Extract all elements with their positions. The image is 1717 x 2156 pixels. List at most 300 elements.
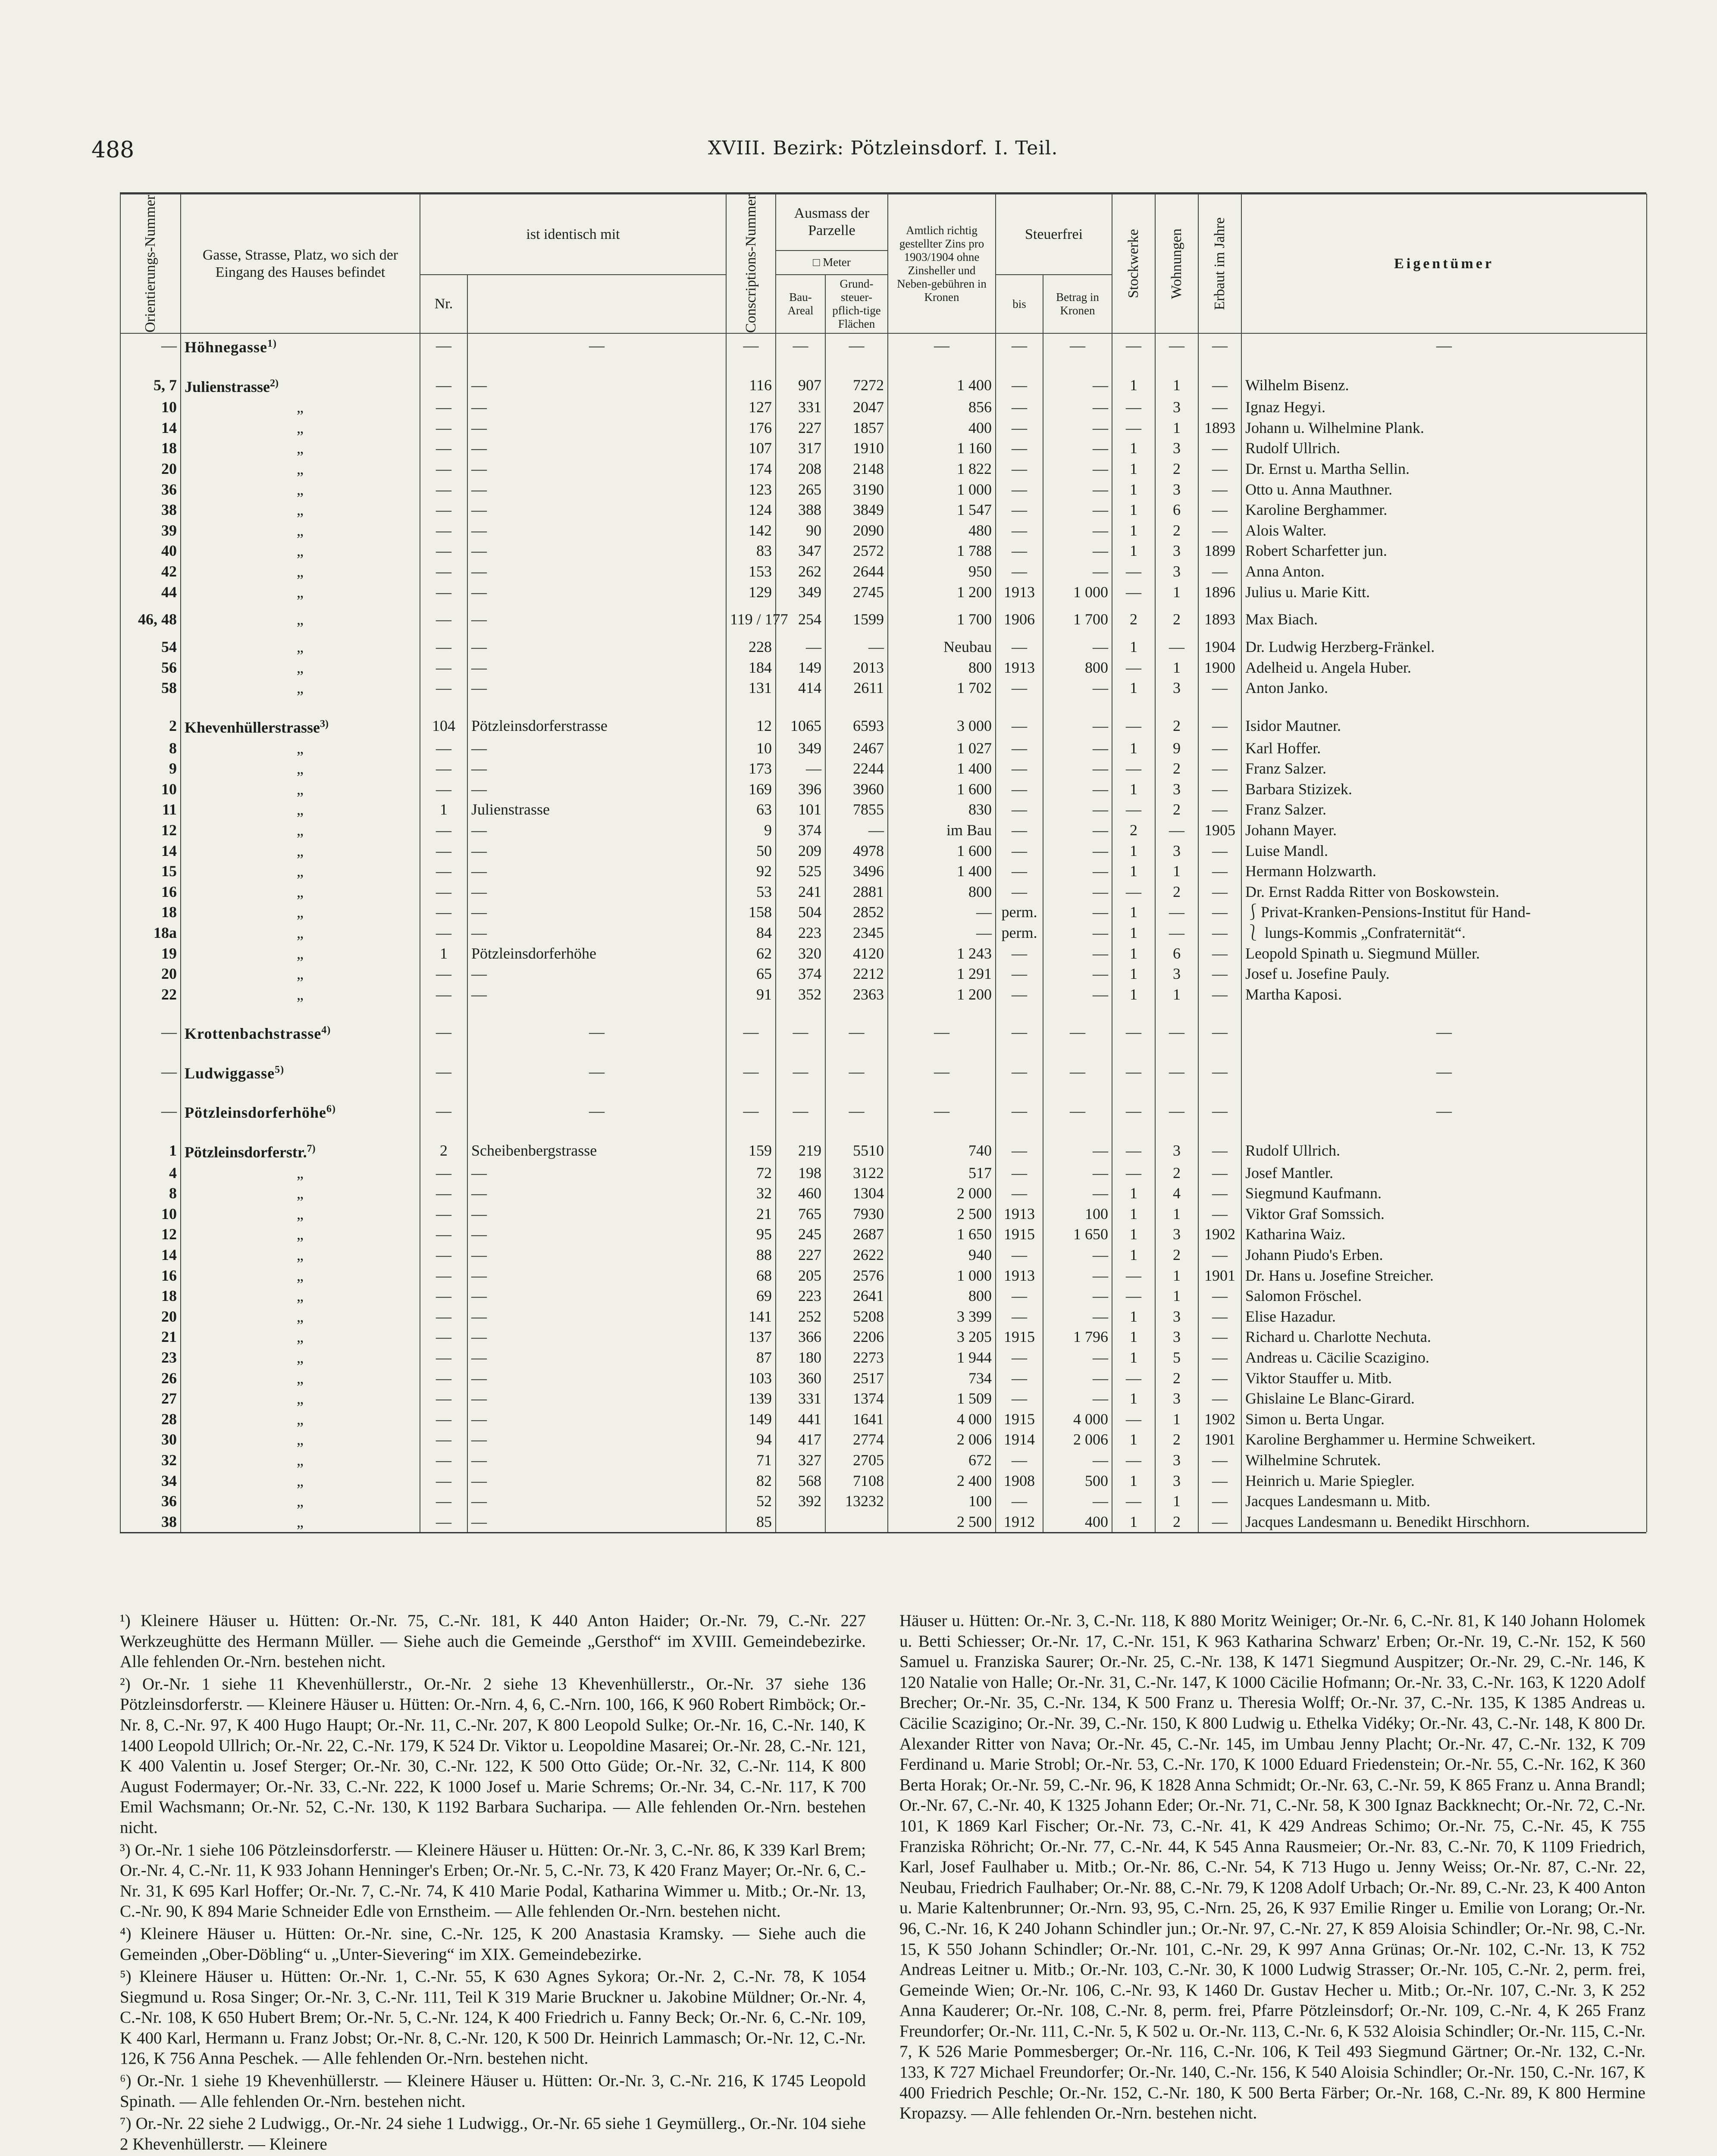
table-row (120, 418, 1647, 439)
cell-z: Neubau (888, 637, 996, 658)
cell-st: 1 (1112, 943, 1155, 964)
cell-st: 1 (1112, 438, 1155, 459)
street-name: „ (297, 1472, 304, 1489)
cell-z: 1 243 (888, 943, 996, 964)
footnote-ref: 5) (275, 1064, 285, 1075)
cell-or: 5, 7 (120, 373, 181, 398)
cell-or: 1 (120, 1139, 181, 1163)
street-name: „ (297, 679, 304, 697)
cell-g: — (825, 1020, 888, 1044)
cell-z: 734 (888, 1368, 996, 1389)
cell-wo: — (1155, 902, 1198, 923)
cell-z: 1 600 (888, 779, 996, 800)
cell-inr: — (420, 779, 467, 800)
cell-z: 1 400 (888, 861, 996, 882)
cell-is: Pötzleinsdorferhöhe (467, 943, 726, 964)
cell-inr: — (420, 1020, 467, 1044)
cell-is: — (467, 520, 726, 541)
cell-bis: — (996, 459, 1043, 479)
cell-b: 219 (776, 1139, 825, 1163)
cell-g: 2345 (825, 923, 888, 943)
cell-c: 129 (726, 582, 776, 603)
cell-bet: — (1043, 758, 1112, 779)
cell-c: 153 (726, 561, 776, 582)
cell-b: 347 (776, 541, 825, 561)
cell-b: 209 (776, 841, 825, 862)
cell-er: 1902 (1198, 1409, 1241, 1430)
cell-er: — (1198, 1020, 1241, 1044)
cell-or: 54 (120, 637, 181, 658)
cell-bis: — (996, 758, 1043, 779)
cell-inr: — (420, 418, 467, 439)
cell-er: 1899 (1198, 541, 1241, 561)
cell-er: — (1198, 964, 1241, 984)
cell-or: 22 (120, 984, 181, 1005)
cell-inr: — (420, 1491, 467, 1512)
footnote-ref: 4) (321, 1025, 331, 1036)
table-row (120, 1450, 1647, 1471)
table-row (120, 923, 1647, 943)
cell-bis: 1908 (996, 1471, 1043, 1492)
cell-c: 65 (726, 964, 776, 984)
cell-b: 907 (776, 373, 825, 398)
cell-own: Josef u. Josefine Pauly. (1241, 964, 1647, 984)
cell-bis: — (996, 1388, 1043, 1409)
cell-c: 124 (726, 500, 776, 520)
cell-g: 2517 (825, 1368, 888, 1389)
cell-bet: — (1043, 1099, 1112, 1123)
cell-own: Johann Piudo's Erben. (1241, 1245, 1647, 1266)
cell-inr: — (420, 1348, 467, 1368)
cell-inr: — (420, 500, 467, 520)
cell-er: — (1198, 1060, 1241, 1084)
cell-bet: — (1043, 333, 1112, 358)
cell-c: 12 (726, 714, 776, 738)
header-orient: Orientierungs-Nummer (120, 194, 181, 333)
cell-is: — (467, 658, 726, 678)
cell-z: 2 006 (888, 1429, 996, 1450)
street-name: „ (297, 1328, 304, 1346)
cell-c: 88 (726, 1245, 776, 1266)
cell-is: — (467, 1020, 726, 1044)
cell-inr: — (420, 1286, 467, 1307)
cell-st: 1 (1112, 1245, 1155, 1266)
cell-wo: 6 (1155, 943, 1198, 964)
cell-c: 92 (726, 861, 776, 882)
cell-z: 400 (888, 418, 996, 439)
cell-or: — (120, 333, 181, 358)
cell-st: 1 (1112, 479, 1155, 500)
cell-or: 39 (120, 520, 181, 541)
cell-c: 50 (726, 841, 776, 862)
cell-c: 32 (726, 1183, 776, 1204)
cell-is: — (467, 1471, 726, 1492)
footnote: ²) Or.-Nr. 1 siehe 11 Khevenhüllerstr., Or.-Nr. 2 siehe 13 Khevenhüllerstr., Or.-Nr. 37 siehe 136 Pötzleinsdorferstr. — Kleinere Häuser u. Hütten: Or.-Nrn. 4, 6, C.-Nrn. 100, 166, K 960 Robert Rimböck; Or.-Nr. 8, C.-Nr. 97, K 400 Hugo Haupt; Or.-Nr. 11, C.-Nr. 207, K 800 Leopold Sulke; Or.-Nr. 16, C.-Nr. 140, K 1400 Leopold Ullrich; Or.-Nr. 22, C.-Nr. 179, K 524 Dr. Viktor u. Leopoldine Masarei; Or.-Nr. 28, C.-Nr. 121, K 400 Valentin u. Josef Sterger; Or.-Nr. 30, C.-Nr. 122, K 500 Otto Güde; Or.-Nr. 32, C.-Nr. 114, K 800 August Fodermayer; Or.-Nr. 33, C.-Nr. 222, K 1000 Josef u. Marie Schrems; Or.-Nr. 34, C.-Nr. 117, K 700 Emil Wachsmann; Or.-Nr. 52, C.-Nr. 130, K 1192 Barbara Sucharipa. — Alle fehlenden Or.-Nrn. bestehen nicht. (120, 1674, 866, 1837)
cell-bis: 1912 (996, 1512, 1043, 1532)
cell-name (181, 1368, 420, 1389)
table-row (120, 1020, 1647, 1044)
cell-name (181, 658, 420, 678)
cell-own: ⎱ lungs-Kommis „Confraternität“. (1241, 923, 1647, 943)
cell-or: 19 (120, 943, 181, 964)
cell-wo: 3 (1155, 841, 1198, 862)
cell-or: 18 (120, 902, 181, 923)
cell-bis: — (996, 678, 1043, 699)
cell-bis: — (996, 820, 1043, 841)
street-name: „ (297, 1492, 304, 1510)
footnote: ⁵) Kleinere Häuser u. Hütten: Or.-Nr. 1, C.-Nr. 55, K 630 Agnes Sykora; Or.-Nr. 2, C.-Nr. 78, K 1054 Siegmund u. Rosa Singer; Or.-Nr. 3, C.-Nr. 111, Teil K 319 Marie Bruckner u. Jakobine Müldner; Or.-Nr. 4, C.-Nr. 108, K 650 Hubert Brem; Or.-Nr. 5, C.-Nr. 124, K 400 Friedrich u. Fanny Beck; Or.-Nr. 6, C.-Nr. 109, K 400 Karl, Hermann u. Franz Jobst; Or.-Nr. 8, C.-Nr. 120, K 500 Dr. Heinrich Lammasch; Or.-Nr. 12, C.-Nr. 126, K 756 Anna Peschek. — Alle fehlenden Or.-Nrn. bestehen nicht. (120, 1967, 866, 2068)
cell-inr: — (420, 1450, 467, 1471)
cell-bet: — (1043, 1368, 1112, 1389)
cell-z: — (888, 1060, 996, 1084)
cell-z: 4 000 (888, 1409, 996, 1430)
cell-er: — (1198, 861, 1241, 882)
cell-g: 7930 (825, 1204, 888, 1225)
table-row (120, 1327, 1647, 1348)
cell-is: — (467, 984, 726, 1005)
street-name: „ (297, 398, 304, 416)
header-bis: bis (996, 275, 1043, 333)
cell-or: 14 (120, 841, 181, 862)
cell-st: 1 (1112, 1204, 1155, 1225)
cell-bet: 1 700 (1043, 602, 1112, 637)
cell-is: — (467, 1409, 726, 1430)
cell-z: 950 (888, 561, 996, 582)
cell-st: — (1112, 658, 1155, 678)
cell-own: Simon u. Berta Ungar. (1241, 1409, 1647, 1430)
street-name: „ (297, 1164, 304, 1181)
cell-inr: — (420, 902, 467, 923)
cell-c: 87 (726, 1348, 776, 1368)
cell-own: Josef Mantler. (1241, 1163, 1647, 1184)
footnote-ref: 6) (326, 1103, 336, 1115)
cell-c: 53 (726, 882, 776, 903)
cell-c: 107 (726, 438, 776, 459)
cell-or: 58 (120, 678, 181, 699)
table-row (120, 820, 1647, 841)
cell-z: 800 (888, 882, 996, 903)
cell-inr: — (420, 637, 467, 658)
cell-z: 1 400 (888, 373, 996, 398)
cell-er: — (1198, 1204, 1241, 1225)
cell-er: — (1198, 1139, 1241, 1163)
cell-c: 119 / 177 (726, 602, 776, 637)
page-header (91, 137, 1644, 172)
cell-er: — (1198, 1307, 1241, 1327)
cell-inr: — (420, 1163, 467, 1184)
cell-inr: — (420, 658, 467, 678)
cell-bet: — (1043, 541, 1112, 561)
cell-g: 7855 (825, 799, 888, 820)
street-name: „ (297, 1307, 304, 1325)
footnotes-right-column (899, 1611, 1645, 2125)
cell-own: Leopold Spinath u. Siegmund Müller. (1241, 943, 1647, 964)
cell-st: 1 (1112, 841, 1155, 862)
cell-wo: — (1155, 1020, 1198, 1044)
cell-bet: — (1043, 1266, 1112, 1286)
cell-g: 5510 (825, 1139, 888, 1163)
street-name: „ (297, 862, 304, 880)
cell-is: — (467, 1512, 726, 1532)
cell-z: 672 (888, 1450, 996, 1471)
cell-b: 441 (776, 1409, 825, 1430)
street-name: „ (297, 1410, 304, 1428)
cell-g: 2641 (825, 1286, 888, 1307)
cell-c: 72 (726, 1163, 776, 1184)
table-row (120, 1409, 1647, 1430)
cell-name (181, 1471, 420, 1492)
spacer-row (120, 1123, 1647, 1139)
cell-z: 1 000 (888, 479, 996, 500)
cell-name (181, 799, 420, 820)
cell-z: 2 500 (888, 1204, 996, 1225)
cell-er: 1901 (1198, 1266, 1241, 1286)
cell-g: — (825, 1060, 888, 1084)
cell-er: — (1198, 1163, 1241, 1184)
cell-wo: 3 (1155, 1388, 1198, 1409)
cell-is: Scheibenbergstrasse (467, 1139, 726, 1163)
cell-c: 142 (726, 520, 776, 541)
cell-c: 94 (726, 1429, 776, 1450)
cell-z: 740 (888, 1139, 996, 1163)
cell-z: 1 200 (888, 582, 996, 603)
cell-own: Rudolf Ullrich. (1241, 1139, 1647, 1163)
cell-c: — (726, 1020, 776, 1044)
cell-own: — (1241, 1060, 1647, 1084)
cell-own: Dr. Ludwig Herzberg-Fränkel. (1241, 637, 1647, 658)
cell-er: 1896 (1198, 582, 1241, 603)
cell-or: 38 (120, 1512, 181, 1532)
cell-own: Karl Hoffer. (1241, 738, 1647, 759)
cell-or: 8 (120, 738, 181, 759)
cell-is: — (467, 602, 726, 637)
cell-own: Barbara Stizizek. (1241, 779, 1647, 800)
table-row (120, 1348, 1647, 1368)
cell-or: — (120, 1020, 181, 1044)
cell-z: — (888, 923, 996, 943)
cell-z: 1 200 (888, 984, 996, 1005)
street-name: „ (297, 821, 304, 839)
street-name: „ (297, 419, 304, 436)
cell-wo: 2 (1155, 520, 1198, 541)
cell-c: 63 (726, 799, 776, 820)
cell-or: 27 (120, 1388, 181, 1409)
cell-or: 40 (120, 541, 181, 561)
cell-is: — (467, 1060, 726, 1084)
cell-er: — (1198, 799, 1241, 820)
cell-or: 26 (120, 1368, 181, 1389)
cell-is: Julienstrasse (467, 799, 726, 820)
cell-name (181, 882, 420, 903)
spacer-row (120, 1005, 1647, 1020)
cell-wo: — (1155, 1099, 1198, 1123)
cell-own: Otto u. Anna Mauthner. (1241, 479, 1647, 500)
table-row (120, 438, 1647, 459)
cell-b: — (776, 1020, 825, 1044)
cell-inr: — (420, 1266, 467, 1286)
cell-st: — (1112, 799, 1155, 820)
cell-st: — (1112, 418, 1155, 439)
cell-b: 90 (776, 520, 825, 541)
cell-z: 1 700 (888, 602, 996, 637)
cell-st: 1 (1112, 902, 1155, 923)
cell-c: 69 (726, 1286, 776, 1307)
cell-inr: — (420, 1368, 467, 1389)
cell-bet: — (1043, 964, 1112, 984)
cell-inr: — (420, 561, 467, 582)
cell-own: Jacques Landesmann u. Benedikt Hirschhorn. (1241, 1512, 1647, 1532)
cell-or: 32 (120, 1450, 181, 1471)
cell-or: 28 (120, 1409, 181, 1430)
cell-g: 7272 (825, 373, 888, 398)
header-grund: Grund-steuer-pflich-tige Flächen (825, 275, 888, 333)
cell-er: 1905 (1198, 820, 1241, 841)
cell-name (181, 1450, 420, 1471)
table-row (120, 373, 1647, 398)
table-row (120, 861, 1647, 882)
cell-c: 116 (726, 373, 776, 398)
cell-own: Karoline Berghammer. (1241, 500, 1647, 520)
cell-g: 2705 (825, 1450, 888, 1471)
cell-bet: — (1043, 714, 1112, 738)
cell-inr: — (420, 841, 467, 862)
cell-name (181, 1139, 420, 1163)
cell-c: — (726, 333, 776, 358)
cell-wo: 3 (1155, 1224, 1198, 1245)
cell-or: 14 (120, 418, 181, 439)
cell-bis: — (996, 637, 1043, 658)
cell-er: — (1198, 923, 1241, 943)
cell-bis: — (996, 861, 1043, 882)
cell-name (181, 902, 420, 923)
cell-b: 349 (776, 582, 825, 603)
cell-inr: — (420, 1060, 467, 1084)
cell-name (181, 561, 420, 582)
cell-bis: perm. (996, 902, 1043, 923)
cell-st: 1 (1112, 738, 1155, 759)
cell-st: 1 (1112, 1388, 1155, 1409)
cell-b: — (776, 1099, 825, 1123)
cell-is: — (467, 841, 726, 862)
cell-wo: 2 (1155, 758, 1198, 779)
cell-g: 2774 (825, 1429, 888, 1450)
cell-bet: 400 (1043, 1512, 1112, 1532)
cell-g: 7108 (825, 1471, 888, 1492)
cell-inr: 1 (420, 799, 467, 820)
cell-own: Elise Hazadur. (1241, 1307, 1647, 1327)
cell-inr: — (420, 861, 467, 882)
street-name: „ (297, 924, 304, 941)
cell-wo: 4 (1155, 1183, 1198, 1204)
cell-own: Ignaz Hegyi. (1241, 397, 1647, 418)
cell-st: — (1112, 1450, 1155, 1471)
cell-is: — (467, 1450, 726, 1471)
header-ausmass: Ausmass der Parzelle (776, 194, 888, 251)
spacer-row (120, 358, 1647, 373)
cell-bet: — (1043, 1020, 1112, 1044)
cell-own: Ghislaine Le Blanc-Girard. (1241, 1388, 1647, 1409)
cell-c: 139 (726, 1388, 776, 1409)
street-name: Pötzleinsdorferstr. (185, 1144, 307, 1161)
cell-own: Viktor Graf Somssich. (1241, 1204, 1647, 1225)
cell-name (181, 1020, 420, 1044)
cell-or: 56 (120, 658, 181, 678)
cell-inr: — (420, 1307, 467, 1327)
table-row (120, 902, 1647, 923)
cell-own: Siegmund Kaufmann. (1241, 1183, 1647, 1204)
cell-wo: 1 (1155, 1266, 1198, 1286)
cell-g: — (825, 333, 888, 358)
cell-own: Franz Salzer. (1241, 758, 1647, 779)
cell-wo: — (1155, 923, 1198, 943)
cell-st: 1 (1112, 520, 1155, 541)
table-row (120, 500, 1647, 520)
cell-st: 1 (1112, 923, 1155, 943)
cell-c: 68 (726, 1266, 776, 1286)
cell-wo: 3 (1155, 1139, 1198, 1163)
cell-z: 1 291 (888, 964, 996, 984)
cell-own: Luise Mandl. (1241, 841, 1647, 862)
cell-bis: — (996, 373, 1043, 398)
cell-z: 1 944 (888, 1348, 996, 1368)
cell-inr: — (420, 1471, 467, 1492)
cell-or: 2 (120, 714, 181, 738)
cell-b: 374 (776, 820, 825, 841)
cell-wo: — (1155, 820, 1198, 841)
cell-or: 8 (120, 1183, 181, 1204)
cell-er: — (1198, 1491, 1241, 1512)
cell-g: 13232 (825, 1491, 888, 1512)
cell-st: — (1112, 1099, 1155, 1123)
cell-wo: 2 (1155, 1245, 1198, 1266)
cell-wo: 1 (1155, 1204, 1198, 1225)
cell-wo: 1 (1155, 373, 1198, 398)
cell-wo: 2 (1155, 799, 1198, 820)
cell-wo: — (1155, 333, 1198, 358)
cell-is: — (467, 479, 726, 500)
cell-bis: — (996, 714, 1043, 738)
cell-is: — (467, 1348, 726, 1368)
cell-name (181, 943, 420, 964)
cell-bis: — (996, 1450, 1043, 1471)
cell-is: — (467, 678, 726, 699)
cell-b: 254 (776, 602, 825, 637)
cell-z: 1 547 (888, 500, 996, 520)
cell-er: — (1198, 841, 1241, 862)
cell-own: Katharina Waiz. (1241, 1224, 1647, 1245)
cell-name (181, 582, 420, 603)
cell-st: 1 (1112, 1512, 1155, 1532)
cell-c: 141 (726, 1307, 776, 1327)
cell-name (181, 1388, 420, 1409)
table-row (120, 943, 1647, 964)
cell-c: — (726, 1099, 776, 1123)
cell-g: 3960 (825, 779, 888, 800)
street-name: Khevenhüllerstrasse (185, 718, 320, 736)
cell-st: 1 (1112, 500, 1155, 520)
cell-b: 149 (776, 658, 825, 678)
cell-st: 1 (1112, 1327, 1155, 1348)
cell-z: 3 399 (888, 1307, 996, 1327)
spacer-row (120, 1084, 1647, 1099)
street-name: „ (297, 1513, 304, 1530)
cell-wo: 2 (1155, 714, 1198, 738)
cell-g: 2572 (825, 541, 888, 561)
cell-is: — (467, 541, 726, 561)
cell-st: 1 (1112, 1307, 1155, 1327)
cell-er: — (1198, 333, 1241, 358)
cell-b: 366 (776, 1327, 825, 1348)
